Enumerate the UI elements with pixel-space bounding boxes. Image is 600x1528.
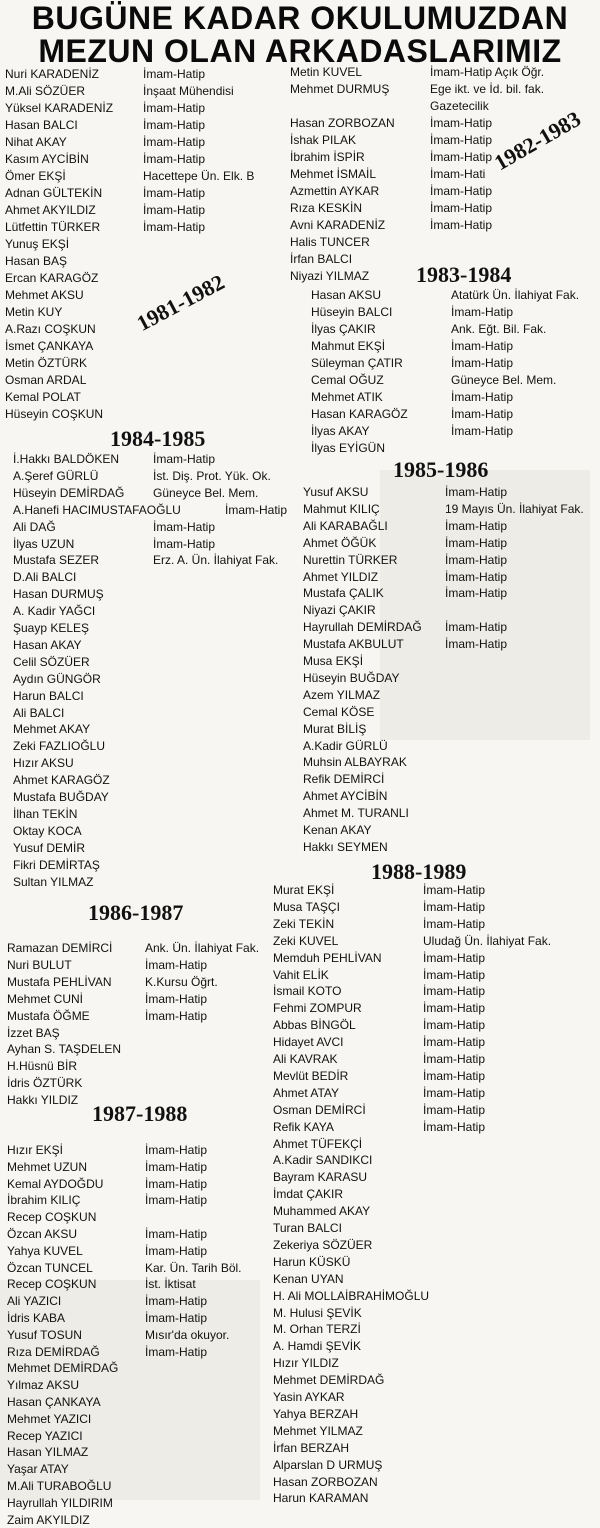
graduate-name: Murat BİLİŞ: [303, 721, 367, 736]
graduate-name: Zaim AKYILDIZ: [7, 1512, 90, 1527]
graduate-name: M. Orhan TERZİ: [273, 1322, 361, 1337]
graduate-name: Mevlüt BEDİR: [273, 1068, 349, 1083]
graduate-destination: İmam-Hatip: [143, 118, 206, 132]
graduate-name: Niyazi ÇAKIR: [303, 603, 376, 618]
graduate-name: Hasan BAŞ: [5, 254, 68, 268]
graduate-destination: İmam-Hatip: [445, 518, 508, 533]
graduate-destination: İmam-Hatip: [423, 1018, 486, 1033]
graduate-destination: K.Kursu Öğrt.: [145, 974, 218, 989]
graduate-destination: İnşaat Mühendisi: [143, 84, 234, 98]
graduate-name: Ali KAVRAK: [273, 1052, 338, 1066]
graduate-name: Mehmet DURMUŞ: [290, 82, 390, 96]
graduate-name: Ali BALCI: [13, 705, 65, 720]
graduate-destination: İmam-Hatip: [423, 984, 486, 999]
year-heading-1982-1983: 1982-1983: [489, 105, 585, 176]
graduate-name: Ahmet ÖĞÜK: [303, 535, 377, 550]
graduate-name: Muhammed AKAY: [273, 1204, 371, 1219]
graduate-destination: İmam-Hatip: [451, 356, 514, 370]
graduate-name: Yılmaz AKSU: [7, 1378, 80, 1393]
graduate-name: Osman ARDAL: [5, 373, 87, 387]
graduate-destination: İmam-Hatip: [423, 916, 486, 931]
graduate-name: İshak PILAK: [290, 133, 357, 147]
graduate-name: Mehmet YILMAZ: [273, 1423, 363, 1438]
graduate-name: İlyas AKAY: [311, 424, 370, 438]
graduate-destination: Güneyce Bel. Mem.: [153, 485, 259, 500]
graduate-name: Alparslan D URMUŞ: [273, 1457, 383, 1472]
graduate-name: Hasan KARAGÖZ: [311, 407, 408, 421]
graduate-name: Hayrullah DEMİRDAĞ: [303, 620, 422, 635]
graduate-destination: İmam-Hatip: [430, 150, 493, 164]
graduate-name: Fikri DEMİRTAŞ: [13, 857, 100, 872]
graduate-name: Ayhan S. TAŞDELEN: [7, 1042, 122, 1057]
graduate-name: Ahmet AYCİBİN: [303, 789, 388, 804]
graduate-name: Mahmut EKŞİ: [311, 339, 386, 353]
graduate-destination: İmam-Hatip: [451, 305, 514, 319]
graduate-name: Recep COŞKUN: [7, 1277, 97, 1292]
graduate-name: Hüseyin BUĞDAY: [303, 670, 400, 685]
graduate-name: H.Hüsnü BİR: [7, 1059, 78, 1074]
graduate-name: Recep YAZICI: [7, 1428, 83, 1443]
graduate-destination: İst. Diş. Prot. Yük. Ok.: [153, 468, 271, 483]
graduate-name: Hızır AKSU: [13, 756, 74, 771]
graduate-name: Azem YILMAZ: [303, 687, 381, 702]
graduate-name: Harun KÜSKÜ: [273, 1254, 351, 1269]
graduate-name: Harun BALCI: [13, 688, 84, 703]
graduate-destination: İmam-Hatip: [225, 502, 288, 517]
graduate-destination: Uludağ Ün. İlahiyat Fak.: [423, 933, 552, 948]
graduate-name: Hüseyin BALCI: [311, 305, 393, 319]
graduate-name: Yusuf TOSUN: [7, 1327, 82, 1342]
graduate-name: M.Ali SÖZÜER: [5, 84, 86, 98]
graduate-name: Zekeriya SÖZÜER: [273, 1237, 373, 1252]
graduate-destination: İmam-Hatip: [430, 201, 493, 215]
graduate-destination: İmam-Hatip: [145, 1193, 208, 1208]
graduate-name: Niyazi YILMAZ: [290, 269, 370, 283]
graduate-name: Harun KARAMAN: [273, 1491, 369, 1506]
graduate-destination: Hacettepe Ün. Elk. B: [143, 169, 255, 183]
graduate-destination: İmam-Hatip Açık Öğr.: [430, 65, 545, 79]
graduate-name: Refik DEMİRCİ: [303, 772, 385, 787]
graduate-name: Celil SÖZÜER: [13, 654, 90, 669]
graduate-name: Osman DEMİRCİ: [273, 1102, 366, 1117]
graduate-name: M. Hulusi ŞEVİK: [273, 1305, 362, 1320]
graduate-destination: Erz. A. Ün. İlahiyat Fak.: [153, 553, 279, 568]
graduate-name: Abbas BİNGÖL: [273, 1018, 356, 1033]
graduate-name: İsmail KOTO: [273, 984, 342, 999]
graduate-destination: Kar. Ün. Tarih Böl.: [145, 1260, 242, 1275]
graduate-name: Hüseyin DEMİRDAĞ: [13, 485, 125, 500]
graduate-name: Ahmet YILDIZ: [303, 569, 379, 584]
graduate-destination: İmam-Hatip: [423, 1001, 486, 1016]
graduate-name: Rıza KESKİN: [290, 201, 363, 215]
graduate-name: Zeki TEKİN: [273, 916, 335, 931]
graduate-name: Mustafa SEZER: [13, 553, 100, 568]
graduate-name: Lütfettin TÜRKER: [5, 220, 101, 234]
graduate-name: Hasan DURMUŞ: [13, 587, 104, 602]
graduate-destination: İmam-Hatip: [423, 967, 486, 982]
graduate-destination: İmam-Hatip: [423, 899, 486, 914]
graduate-name: İbrahim KILIÇ: [7, 1193, 81, 1208]
graduate-name: A. Hamdi ŞEVİK: [273, 1339, 362, 1354]
graduate-name: Bayram KARASU: [273, 1170, 368, 1185]
graduate-destination: İmam-Hatip: [423, 1085, 486, 1100]
year-heading-1988-1989: 1988-1989: [371, 859, 467, 884]
graduate-name: Hidayet AVCI: [273, 1035, 344, 1050]
graduate-name: M.Ali TURABOĞLU: [7, 1479, 112, 1493]
graduate-name: Musa EKŞİ: [303, 654, 364, 668]
graduate-name: Yasin AYKAR: [273, 1390, 345, 1404]
graduate-name: Özcan TUNCEL: [7, 1260, 93, 1275]
graduate-name: Rıza DEMİRDAĞ: [7, 1344, 100, 1359]
graduate-name: Nuri BULUT: [7, 957, 72, 972]
graduate-destination: İmam-Hatip: [430, 116, 493, 130]
graduate-destination: İmam-Hatip: [430, 184, 493, 198]
graduate-destination: Atatürk Ün. İlahiyat Fak.: [451, 288, 580, 302]
graduate-name: Mehmet YAZICI: [7, 1411, 92, 1426]
graduate-name: Adnan GÜLTEKİN: [5, 186, 103, 200]
graduate-name: İ.Hakkı BALDÖKEN: [13, 452, 120, 466]
graduate-name: Muhsin ALBAYRAK: [303, 755, 407, 770]
graduate-destination: İmam-Hatip: [423, 950, 486, 965]
graduate-destination: İmam-Hatip: [143, 135, 206, 149]
graduate-destination: İmam-Hatip: [430, 133, 493, 147]
graduate-name: Mehmet AKAY: [13, 722, 91, 737]
graduate-name: Sultan YILMAZ: [13, 874, 94, 889]
graduate-name: Fehmi ZOMPUR: [273, 1001, 362, 1016]
graduate-destination: İmam-Hatip: [145, 1227, 208, 1241]
graduate-name: Özcan AKSU: [7, 1227, 78, 1241]
graduate-name: Yusuf AKSU: [303, 485, 369, 499]
graduate-name: Mehmet CUNİ: [7, 991, 84, 1006]
graduate-name: Mustafa BUĞDAY: [13, 790, 109, 804]
graduate-name: Yaşar ATAY: [7, 1462, 69, 1477]
graduate-name: Ali KARABAĞLI: [303, 518, 388, 533]
graduate-name: A.Kadir GÜRLÜ: [303, 738, 388, 753]
graduate-destination: İmam-Hatip: [451, 407, 514, 421]
year-heading-1986-1987: 1986-1987: [88, 900, 184, 925]
graduate-name: Hayrullah YILDIRIM: [7, 1495, 113, 1510]
graduate-name: D.Ali BALCI: [13, 570, 77, 585]
graduate-name: Nuri KARADENİZ: [5, 67, 100, 81]
graduate-destination: İmam-Hatip: [423, 1052, 486, 1066]
page-title-line-1: BUGÜNE KADAR OKULUMUZDAN: [31, 0, 569, 36]
graduate-name: Nihat AKAY: [5, 135, 67, 149]
year-heading-1981-1982: 1981-1982: [132, 269, 229, 336]
graduate-name: Mustafa ÇALIK: [303, 586, 384, 601]
graduate-name: Metin KUVEL: [290, 65, 363, 79]
graduate-destination: İmam-Hatip: [145, 1008, 208, 1023]
graduate-destination: İmam-Hatip: [145, 1176, 208, 1191]
graduate-destination: Ank. Eğt. Bil. Fak.: [451, 322, 547, 336]
graduate-destination: İmam-Hatip: [143, 186, 206, 200]
graduate-name: Mustafa PEHLİVAN: [7, 974, 112, 989]
graduate-destination: İmam-Hatip: [145, 1243, 208, 1258]
graduate-name: Hızır EKŞİ: [7, 1143, 64, 1157]
graduate-name: İbrahim İSPİR: [290, 150, 365, 164]
graduate-name: Kenan AKAY: [303, 823, 372, 837]
graduate-name: Ahmet AKYILDIZ: [5, 203, 96, 217]
graduate-name: Hasan BALCI: [5, 118, 78, 132]
graduate-name: Hasan AKAY: [13, 637, 82, 652]
graduate-name: Hasan AKSU: [311, 288, 382, 302]
graduate-destination: İmam-Hatip: [143, 152, 206, 166]
graduate-destination: İmam-Hatip: [423, 1119, 486, 1134]
graduate-name: Yunuş EKŞİ: [5, 237, 70, 251]
graduate-name: Ömer EKŞİ: [5, 169, 66, 183]
graduate-name: Hasan ZORBOZAN: [290, 116, 395, 130]
graduate-name: Refik KAYA: [273, 1119, 334, 1134]
graduate-destination: İmam-Hatip: [451, 424, 514, 438]
graduate-name: İlyas UZUN: [13, 536, 75, 551]
graduate-destination: İmam-Hatip: [145, 1294, 208, 1309]
graduate-destination: İmam-Hatip: [145, 1143, 208, 1157]
graduate-destination: İmam-Hatip: [423, 1102, 486, 1117]
graduate-destination: Ege ikt. ve İd. bil. fak.: [430, 82, 545, 96]
graduate-destination: İmam-Hatip: [445, 569, 508, 584]
graduate-name: Mehmet ATIK: [311, 390, 383, 404]
graduate-name: Mehmet İSMAİL: [290, 167, 377, 181]
graduate-name: Murat EKŞİ: [273, 883, 335, 897]
graduate-destination: İmam-Hatip: [143, 101, 206, 115]
graduate-destination: İmam-Hatip: [145, 1344, 208, 1359]
graduate-name: Musa TAŞÇI: [273, 899, 340, 914]
graduate-name: Zeki FAZLIOĞLU: [13, 739, 106, 754]
graduate-name: Ali YAZICI: [7, 1294, 62, 1309]
graduate-destination: İmam-Hatip: [423, 883, 486, 897]
graduate-name: Mahmut KILIÇ: [303, 501, 380, 516]
graduate-destination: İmam-Hatip: [451, 390, 514, 404]
graduate-name: İmdat ÇAKIR: [273, 1187, 344, 1202]
graduate-name: Recep COŞKUN: [7, 1210, 97, 1225]
graduate-destination: İst. İktisat: [145, 1277, 196, 1292]
graduate-name: A.Kadir SANDIKCI: [273, 1153, 373, 1168]
graduate-name: Ahmet ATAY: [273, 1085, 340, 1100]
graduate-name: İzzet BAŞ: [7, 1025, 60, 1040]
year-heading-1983-1984: 1983-1984: [416, 262, 512, 287]
graduate-name: İdris ÖZTÜRK: [7, 1076, 83, 1091]
graduate-name: İlyas ÇAKIR: [311, 322, 376, 336]
graduate-name: Oktay KOCA: [13, 823, 82, 838]
graduate-name: Ali DAĞ: [13, 519, 56, 534]
graduate-name: İlhan TEKİN: [13, 806, 78, 821]
graduate-name: A.Şeref GÜRLÜ: [13, 468, 99, 483]
year-heading-1984-1985: 1984-1985: [110, 426, 206, 451]
graduate-name: Vahit ELİK: [273, 967, 329, 982]
graduate-name: Ramazan DEMİRCİ: [7, 941, 113, 955]
graduate-destination: Gazetecilik: [430, 99, 489, 113]
graduate-name: Azmettin AYKAR: [290, 184, 380, 198]
graduate-name: Hızır YILDIZ: [273, 1356, 339, 1371]
graduate-name: Kenan UYAN: [273, 1271, 344, 1286]
graduate-destination: İmam-Hatip: [445, 620, 508, 635]
graduate-name: Turan BALCI: [273, 1221, 342, 1235]
graduate-name: Mehmet DEMİRDAĞ: [7, 1361, 119, 1376]
graduate-name: Yüksel KARADENİZ: [5, 101, 114, 115]
graduate-name: Hasan YILMAZ: [7, 1445, 89, 1460]
graduate-name: Aydın GÜNGÖR: [13, 671, 101, 686]
graduate-name: A.Hanefi HACIMUSTAFAOĞLU: [13, 502, 181, 517]
graduate-destination: İmam-Hatip: [445, 586, 508, 601]
page-title-line-2: MEZUN OLAN ARKADASLARIMIZ: [38, 33, 562, 69]
graduate-destination: İmam-Hatip: [445, 485, 508, 499]
graduate-name: Metin KUY: [5, 305, 63, 319]
graduate-name: A.Razı COŞKUN: [5, 322, 96, 336]
graduate-destination: İmam-Hatip: [445, 552, 508, 567]
graduate-destination: İmam-Hatip: [145, 957, 208, 972]
graduate-name: Kemal AYDOĞDU: [7, 1176, 104, 1191]
graduate-name: Metin ÖZTÜRK: [5, 356, 88, 370]
graduate-destination: Mısır'da okuyor.: [145, 1327, 230, 1342]
graduate-name: İdris KABA: [7, 1311, 66, 1325]
year-heading-1987-1988: 1987-1988: [92, 1101, 188, 1126]
graduate-destination: İmam-Hatip: [423, 1035, 486, 1050]
graduate-name: Halis TUNCER: [290, 235, 370, 249]
graduate-name: Kemal POLAT: [5, 390, 81, 404]
graduate-destination: İmam-Hatip: [430, 218, 493, 232]
graduate-destination: İmam-Hatip: [145, 1311, 208, 1325]
graduate-name: Nurettin TÜRKER: [303, 552, 398, 567]
graduate-name: Avni KARADENİZ: [290, 218, 386, 232]
graduate-name: Hakkı SEYMEN: [303, 839, 388, 854]
graduate-name: Hakkı YILDIZ: [7, 1093, 79, 1108]
graduate-destination: İmam-Hati: [430, 167, 486, 181]
graduate-name: Hasan ÇANKAYA: [7, 1395, 101, 1409]
graduate-name: İrfan BALCI: [290, 252, 353, 266]
graduate-name: Mehmet DEMİRDAĞ: [273, 1373, 385, 1388]
graduate-destination: Ank. Ün. İlahiyat Fak.: [145, 941, 260, 955]
graduate-name: Ahmet M. TURANLI: [303, 806, 409, 821]
graduate-name: Mustafa ÖĞME: [7, 1008, 90, 1023]
graduate-name: İrfan BERZAH: [273, 1440, 350, 1455]
graduate-destination: İmam-Hatip: [451, 339, 514, 353]
graduate-destination: Güneyce Bel. Mem.: [451, 373, 557, 387]
graduate-destination: İmam-Hatip: [423, 1068, 486, 1083]
graduate-destination: İmam-Hatip: [143, 67, 206, 81]
graduate-destination: İmam-Hatip: [153, 519, 216, 534]
graduate-name: İsmet ÇANKAYA: [5, 339, 94, 353]
graduate-name: Ahmet TÜFEKÇİ: [273, 1136, 363, 1151]
graduate-name: Cemal KÖSE: [303, 704, 375, 719]
graduate-name: Memduh PEHLİVAN: [273, 950, 382, 965]
graduate-destination: İmam-Hatip: [145, 991, 208, 1006]
graduate-name: Süleyman ÇATIR: [311, 356, 403, 370]
graduate-name: Mehmet UZUN: [7, 1159, 88, 1174]
graduate-name: A. Kadir YAĞCI: [13, 604, 96, 619]
graduate-name: Hüseyin COŞKUN: [5, 407, 104, 421]
graduate-destination: İmam-Hatip: [153, 536, 216, 551]
graduate-name: Mehmet AKSU: [5, 288, 84, 302]
graduate-name: Yahya BERZAH: [273, 1406, 359, 1421]
graduate-destination: 19 Mayıs Ün. İlahiyat Fak.: [445, 501, 584, 516]
graduate-name: Zeki KUVEL: [273, 933, 339, 948]
graduate-destination: İmam-Hatip: [153, 452, 216, 466]
graduate-destination: İmam-Hatip: [445, 637, 508, 652]
graduate-name: Ahmet KARAGÖZ: [13, 773, 110, 788]
graduate-destination: İmam-Hatip: [143, 203, 206, 217]
graduate-name: Şuayp KELEŞ: [13, 621, 90, 635]
graduate-name: Yahya KUVEL: [7, 1243, 83, 1258]
graduate-name: Ercan KARAGÖZ: [5, 271, 99, 285]
graduate-destination: İmam-Hatip: [445, 535, 508, 550]
graduate-name: Kasım AYCİBİN: [5, 152, 89, 166]
graduate-name: İlyas EYİGÜN: [311, 441, 386, 455]
graduate-name: Mustafa AKBULUT: [303, 637, 404, 652]
year-heading-1985-1986: 1985-1986: [393, 457, 489, 482]
graduate-name: Yusuf DEMİR: [13, 840, 86, 855]
graduate-destination: İmam-Hatip: [143, 220, 206, 234]
graduate-name: H. Ali MOLLAİBRAHİMOĞLU: [273, 1288, 430, 1303]
graduate-destination: İmam-Hatip: [145, 1159, 208, 1174]
graduate-name: Cemal OĞUZ: [311, 373, 384, 387]
graduate-name: Hasan ZORBOZAN: [273, 1474, 378, 1489]
